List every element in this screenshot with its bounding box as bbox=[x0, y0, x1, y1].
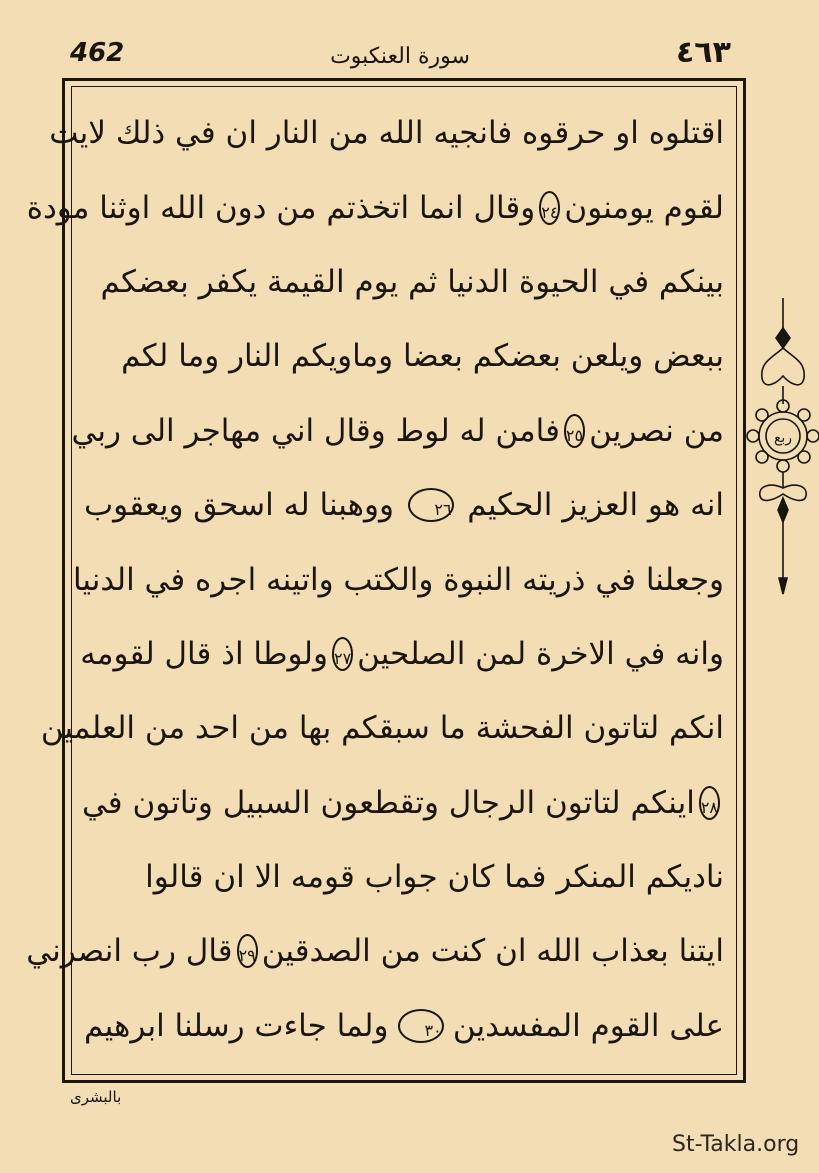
text-segment: وقال انما اتخذتم من دون الله اوثنا مودة bbox=[26, 189, 536, 226]
verse-number-marker: ٢٤ bbox=[539, 191, 560, 225]
text-segment: ايتنا بعذاب الله ان كنت من الصدقين bbox=[261, 933, 724, 970]
text-segment: وانه في الاخرة لمن الصلحين bbox=[357, 635, 724, 672]
text-line bbox=[26, 914, 724, 988]
hizb-ornament-icon bbox=[752, 298, 814, 604]
text-line bbox=[84, 840, 724, 914]
surah-title: سورة العنكبوت bbox=[330, 44, 470, 69]
verse-number-marker: ٢٦ bbox=[408, 488, 454, 522]
text-line bbox=[84, 245, 724, 319]
verse-number-marker: ٣٠ bbox=[398, 1009, 444, 1043]
catchword: بالبشرى bbox=[70, 1088, 122, 1106]
text-segment: ووهبنا له اسحق ويعقوب bbox=[84, 487, 394, 524]
text-line bbox=[84, 989, 724, 1063]
watermark: St-Takla.org bbox=[672, 1132, 800, 1157]
text-segment: فامن له لوط وقال اني مهاجر الى ربي bbox=[71, 412, 560, 449]
text-line bbox=[80, 617, 724, 691]
text-segment: لقوم يومنون bbox=[564, 189, 724, 226]
text-segment: بينكم في الحيوة الدنيا ثم يوم القيمة يكفر بعضكم bbox=[100, 263, 724, 300]
text-segment: انه هو العزيز الحكيم bbox=[467, 487, 724, 524]
verse-number-marker: ٢٥ bbox=[564, 414, 585, 448]
text-line bbox=[81, 766, 724, 840]
text-segment: انكم لتاتون الفحشة ما سبقكم بها من احد من العلمين bbox=[40, 710, 724, 747]
text-segment: اقتلوه او حرقوه فانجيه الله من النار ان في ذلك لايت bbox=[49, 115, 724, 152]
text-line bbox=[84, 319, 724, 393]
text-line bbox=[72, 542, 724, 616]
ornament-medallion-text: ربع bbox=[773, 430, 793, 446]
text-line bbox=[40, 691, 724, 765]
text-segment: اينكم لتاتون الرجال وتقطعون السبيل وتاتون في bbox=[81, 784, 695, 821]
verse-number-marker: ٢٧ bbox=[332, 637, 353, 671]
text-segment: وجعلنا في ذريته النبوة والكتب واتينه اجره في الدنيا bbox=[72, 561, 724, 598]
page-number-left: 462 bbox=[70, 38, 125, 68]
text-segment: ناديكم المنكر فما كان جواب قومه الا ان قالوا bbox=[145, 859, 724, 896]
quran-text-block bbox=[26, 96, 724, 1064]
text-line bbox=[71, 394, 724, 468]
text-line bbox=[26, 170, 724, 244]
text-segment: ولوطا اذ قال لقومه bbox=[80, 635, 328, 672]
text-line bbox=[49, 96, 724, 170]
text-segment: على القوم المفسدين bbox=[452, 1007, 724, 1044]
text-segment: ولما جاءت رسلنا ابرهيم bbox=[84, 1007, 389, 1044]
text-segment: قال رب انصرني bbox=[26, 933, 233, 970]
verse-number-marker: ٢٨ bbox=[699, 786, 720, 820]
verse-number-marker: ٢٩ bbox=[237, 934, 258, 968]
text-line bbox=[84, 468, 724, 542]
text-segment: من نصرين bbox=[589, 412, 724, 449]
text-segment: ببعض ويلعن بعضكم بعضا وماويكم النار وما لكم bbox=[121, 338, 724, 375]
page-number-right: ٤٦٣ bbox=[676, 35, 731, 70]
